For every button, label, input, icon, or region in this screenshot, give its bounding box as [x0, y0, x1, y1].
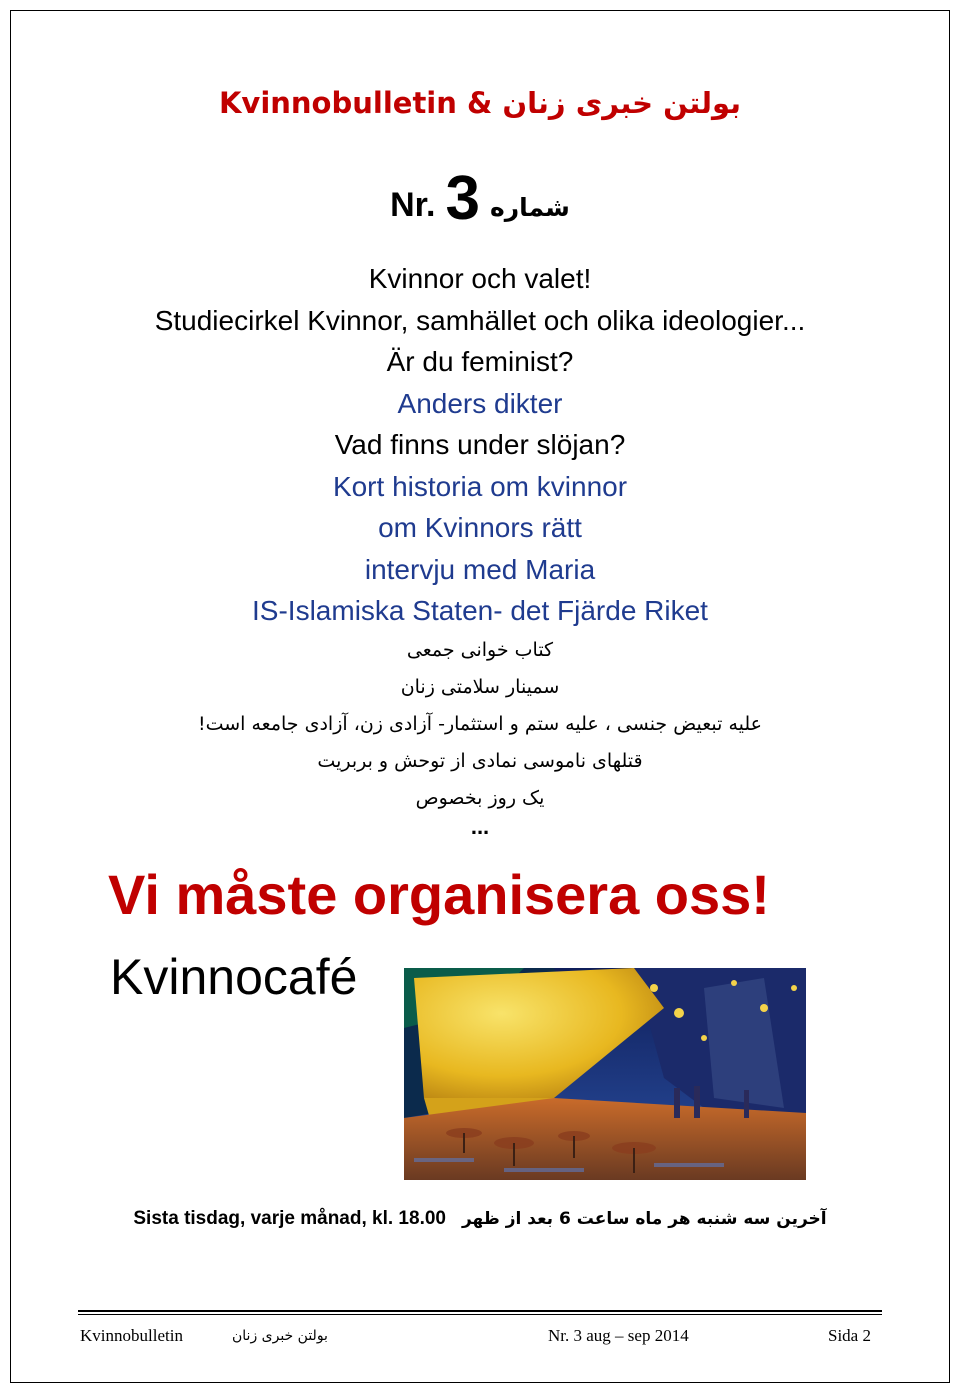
toc-item-fa: قتلهای ناموسی نمادی از توحش و بربریت	[317, 749, 643, 772]
toc-item-fa: سمینار سلامتی زنان	[400, 675, 560, 698]
cafe-label: Kvinnocafé	[110, 949, 358, 1005]
toc-item: om Kvinnors rätt	[378, 512, 582, 543]
issue-fa-label: شماره	[489, 193, 570, 222]
headline: Vi måste organisera oss!	[108, 863, 770, 926]
cafe-painting-image	[404, 968, 806, 1180]
toc-item: Studiecirkel Kvinnor, samhället och olika ideologier...	[154, 304, 806, 336]
schedule-sv: Sista tisdag, varje månad, kl. 18.00	[133, 1208, 446, 1229]
painting-illustration	[404, 968, 806, 1180]
toc-item: IS-Islamiska Staten- det Fjärde Riket	[252, 595, 708, 626]
bulletin-title: Kvinnobulletin & بولتن خبری زنان	[218, 86, 742, 120]
footer-page-number: Sida 2	[828, 1326, 871, 1345]
issue-nr-label: Nr.	[390, 186, 436, 224]
toc-item: Kort historia om kvinnor	[332, 470, 628, 502]
toc-item: Vad finns under slöjan?	[334, 429, 626, 460]
footer-left-fa: بولتن خبری زنان	[232, 1328, 328, 1344]
toc-item: intervju med Maria	[364, 553, 596, 585]
toc-ellipsis: ...	[470, 813, 490, 839]
table-of-contents	[0, 258, 960, 837]
schedule	[0, 1208, 960, 1230]
toc-item: Är du feminist?	[386, 346, 574, 377]
issue-number-value: 3	[445, 164, 480, 233]
schedule-fa: آخرین سه شنبه هر ماه ساعت 6 بعد از ظهر	[461, 1209, 827, 1229]
toc-item: Anders dikter	[397, 387, 563, 419]
footer-center: Nr. 3 aug – sep 2014	[548, 1326, 689, 1345]
toc-item-fa: کتاب خوانی جمعی	[406, 638, 554, 661]
toc-item-fa: علیه تبعیض جنسی ، علیه ستم و استثمار- آزادی زن، آزادی جامعه است!	[197, 712, 763, 735]
toc-item: Kvinnor och valet!	[368, 263, 592, 294]
footer-divider-thin	[78, 1314, 882, 1315]
toc-item-fa: یک روز بخصوص	[415, 786, 545, 809]
footer-left: Kvinnobulletin	[80, 1326, 183, 1345]
footer-divider	[78, 1310, 882, 1312]
issue-number	[0, 160, 960, 231]
